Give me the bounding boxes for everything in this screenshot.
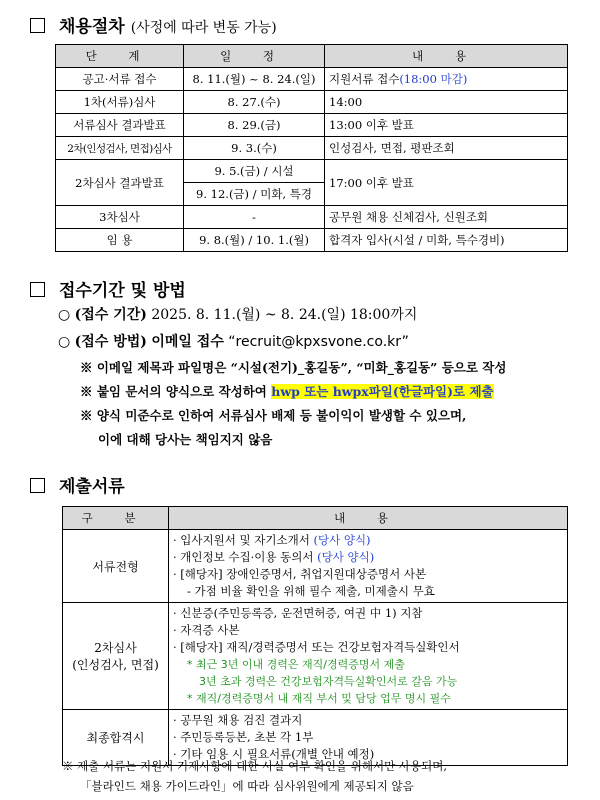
note-filename: ※ 이메일 제목과 파일명은 “시설(전기)_홍길동”, “미화_홍길동” 등으로 작성 <box>80 360 507 375</box>
section-title-documents <box>30 472 125 497</box>
highlight-format: hwp 또는 hwpx파일(한글파일)로 제출 <box>271 384 494 399</box>
date-cell: 9. 12.(금) / 미화, 특경 <box>184 183 325 206</box>
header-content: 내 용 <box>325 45 568 68</box>
table-row <box>56 91 568 114</box>
section-heading: 제출서류 <box>59 477 125 497</box>
table-header-row <box>56 45 568 68</box>
application-method <box>58 331 409 351</box>
method-value: 이메일 접수 <box>151 334 224 350</box>
header-category: 구 분 <box>63 507 169 530</box>
list-item: - 가점 비율 확인을 위해 필수 제출, 미제출시 무효 <box>187 584 435 598</box>
deadline-note: (18:00 마감) <box>399 72 468 86</box>
section-heading: 채용절차 <box>59 17 125 37</box>
category-text: (인성검사, 면접) <box>72 658 159 672</box>
period-label: (접수 기간) <box>74 307 147 323</box>
note-warning-cont: 이에 대해 당사는 책임지지 않음 <box>98 432 273 447</box>
category-cell: 서류전형 <box>63 530 169 603</box>
list-item: · [해당자] 재직/경력증명서 또는 건강보험자격득실확인서 <box>173 640 460 654</box>
stage-cell: 2차심사 결과발표 <box>56 160 184 206</box>
application-period <box>58 304 417 324</box>
date-cell: - <box>184 206 325 229</box>
header-content: 내 용 <box>169 507 568 530</box>
schedule-table <box>55 44 568 252</box>
table-row <box>56 68 568 91</box>
list-item: · 주민등록등본, 초본 각 1부 <box>173 730 314 744</box>
stage-cell: 공고·서류 접수 <box>56 68 184 91</box>
list-item: · 신분증(주민등록증, 운전면허증, 여권 中 1) 지참 <box>173 606 423 620</box>
category-cell: 최종합격시 <box>63 710 169 766</box>
section-title-application <box>30 276 186 301</box>
table-row <box>56 114 568 137</box>
list-item <box>173 549 563 566</box>
date-cell: 9. 8.(월) / 10. 1.(월) <box>184 229 325 252</box>
circle-bullet-icon: ○ <box>58 334 71 350</box>
list-item <box>173 532 563 549</box>
email-address[interactable]: “recruit@kpxsvone.co.kr” <box>228 334 409 350</box>
circle-bullet-icon: ○ <box>58 307 71 323</box>
stage-cell: 1차(서류)심사 <box>56 91 184 114</box>
list-item: · [해당자] 장애인증명서, 취업지원대상증명서 사본 <box>173 567 427 581</box>
list-item: 3년 초과 경력은 건강보험자격득실확인서로 갈음 가능 <box>199 675 458 688</box>
footnote-cont: 「블라인드 채용 가이드라인」에 따라 심사위원에게 제공되지 않음 <box>80 779 414 793</box>
note-format <box>80 382 494 400</box>
content-cell <box>169 530 568 603</box>
table-row <box>63 530 568 603</box>
section-subtitle: (사정에 따라 변동 가능) <box>130 20 277 36</box>
content-cell: 공무원 채용 신체검사, 신원조회 <box>325 206 568 229</box>
stage-cell: 2차(인성검사, 면접)심사 <box>56 137 184 160</box>
item-text: · 개인정보 수집·이용 동의서 <box>173 550 318 564</box>
footnote: ※ 제출 서류는 지원서 기재사항에 대한 사실 여부 확인을 위해서만 사용되며, <box>62 759 447 773</box>
list-item: · 자격증 사본 <box>173 623 240 637</box>
date-cell: 9. 3.(수) <box>184 137 325 160</box>
date-cell: 8. 29.(금) <box>184 114 325 137</box>
content-cell: 인성검사, 면접, 평판조회 <box>325 137 568 160</box>
list-item: · 기타 임용 시 필요서류(개별 안내 예정) <box>173 747 375 761</box>
period-value: 2025. 8. 11.(월) ~ 8. 24.(일) 18:00까지 <box>151 307 418 323</box>
stage-cell: 임 용 <box>56 229 184 252</box>
form-note: (당사 양식) <box>313 533 371 547</box>
table-row <box>56 137 568 160</box>
table-row <box>63 603 568 710</box>
date-cell: 8. 27.(수) <box>184 91 325 114</box>
form-note: (당사 양식) <box>317 550 375 564</box>
list-item: * 재직/경력증명서 내 재직 부서 및 담당 업무 명시 필수 <box>187 692 451 705</box>
section-title-schedule <box>30 12 277 37</box>
documents-table <box>62 506 568 766</box>
category-cell <box>63 603 169 710</box>
table-header-row <box>63 507 568 530</box>
table-row <box>56 206 568 229</box>
table-row <box>56 160 568 183</box>
header-stage: 단 계 <box>56 45 184 68</box>
section-heading: 접수기간 및 방법 <box>59 281 186 301</box>
table-row <box>56 229 568 252</box>
checkbox-square-icon <box>30 478 45 493</box>
category-text: 2차심사 <box>94 641 137 655</box>
content-cell <box>169 603 568 710</box>
content-text: 지원서류 접수 <box>329 72 400 86</box>
content-cell: 합격자 입사(시설 / 미화, 특수경비) <box>325 229 568 252</box>
content-cell: 17:00 이후 발표 <box>325 160 568 206</box>
content-cell: 14:00 <box>325 91 568 114</box>
checkbox-square-icon <box>30 282 45 297</box>
content-cell: 13:00 이후 발표 <box>325 114 568 137</box>
date-cell: 8. 11.(월) ~ 8. 24.(일) <box>184 68 325 91</box>
list-item: · 공무원 채용 검진 결과지 <box>173 713 303 727</box>
method-label: (접수 방법) <box>74 334 147 350</box>
list-item: * 최근 3년 이내 경력은 재직/경력증명서 제출 <box>187 658 405 671</box>
stage-cell: 3차심사 <box>56 206 184 229</box>
header-date: 일 정 <box>184 45 325 68</box>
note-warning: ※ 양식 미준수로 인하여 서류심사 배제 등 불이익이 발생할 수 있으며, <box>80 408 467 423</box>
checkbox-square-icon <box>30 18 45 33</box>
note-text: ※ 붙임 문서의 양식으로 작성하여 <box>80 384 272 399</box>
content-cell <box>325 68 568 91</box>
item-text: · 입사지원서 및 자기소개서 <box>173 533 314 547</box>
date-cell: 9. 5.(금) / 시설 <box>184 160 325 183</box>
stage-cell: 서류심사 결과발표 <box>56 114 184 137</box>
